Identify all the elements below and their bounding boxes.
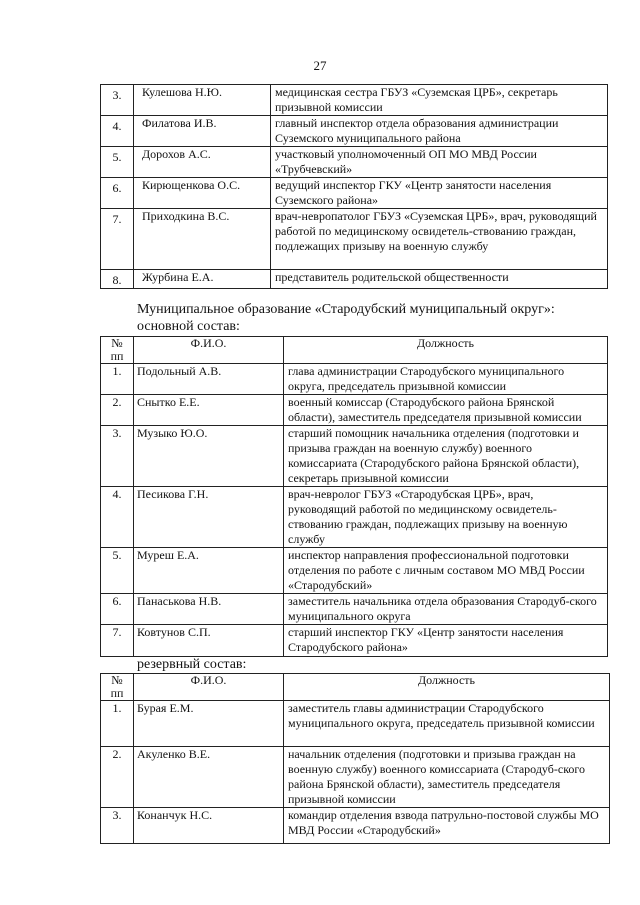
section-heading-reserve: резервный состав: xyxy=(137,657,247,672)
table-header-row xyxy=(101,337,608,364)
row-name: Музыко Ю.О. xyxy=(134,426,284,487)
row-position: глава администрации Стародубского муниципального округа, председатель призывной комиссии xyxy=(284,364,608,395)
committee-table-suzemka xyxy=(100,84,608,289)
row-position: представитель родительской общественности xyxy=(271,270,608,289)
table-row xyxy=(101,426,608,487)
row-position: заместитель главы администрации Стародубского муниципального округа, председатель призывной комиссии xyxy=(284,701,610,747)
row-name: Дорохов А.С. xyxy=(134,147,271,178)
table-row xyxy=(101,747,610,808)
row-name: Муреш Е.А. xyxy=(134,548,284,594)
row-number: 4. xyxy=(101,116,134,147)
row-position: инспектор направления профессиональной подготовки отделения по работе с личным составом МО МВД России «Стародубский» xyxy=(284,548,608,594)
row-number: 2. xyxy=(101,395,134,426)
section-subheading: основной состав: xyxy=(137,319,240,334)
row-position: командир отделения взвода патрульно-постовой службы МО МВД России «Стародубский» xyxy=(284,808,610,844)
page-number: 27 xyxy=(313,58,327,73)
row-number: 2. xyxy=(101,747,134,808)
row-name: Снытко Е.Е. xyxy=(134,395,284,426)
table-row xyxy=(101,701,610,747)
row-number: 7. xyxy=(101,209,134,270)
row-name: Филатова И.В. xyxy=(134,116,271,147)
committee-table-starodub-reserve xyxy=(100,673,610,844)
column-header-name: Ф.И.О. xyxy=(134,337,284,364)
row-position: военный комиссар (Стародубского района Брянской области), заместитель председателя призывной комиссии xyxy=(284,395,608,426)
row-number: 6. xyxy=(101,178,134,209)
row-position: заместитель начальника отдела образования Стародуб-ского муниципального округа xyxy=(284,594,608,625)
row-name: Песикова Г.Н. xyxy=(134,487,284,548)
table-row xyxy=(101,364,608,395)
row-position: медицинская сестра ГБУЗ «Суземская ЦРБ», секретарь призывной комиссии xyxy=(271,85,608,116)
table-row xyxy=(101,808,610,844)
row-position: врач-невропатолог ГБУЗ «Суземская ЦРБ», врач, руководящий работой по медицинскому освидетель-ствованию граждан, подлежащих призыву на военную службу xyxy=(271,209,608,270)
row-position: главный инспектор отдела образования администрации Суземского муниципального района xyxy=(271,116,608,147)
row-position: врач-невролог ГБУЗ «Стародубская ЦРБ», врач, руководящий работой по медицинскому освидетель-ствованию граждан, подлежащих призыву на военную службу xyxy=(284,487,608,548)
row-number: 4. xyxy=(101,487,134,548)
column-header-num: № пп xyxy=(101,674,134,701)
table-row xyxy=(101,147,608,178)
row-number: 5. xyxy=(101,147,134,178)
row-number: 5. xyxy=(101,548,134,594)
row-number: 7. xyxy=(101,625,134,657)
table-row xyxy=(101,178,608,209)
row-number: 8. xyxy=(101,270,134,289)
table-row xyxy=(101,270,608,289)
row-number: 3. xyxy=(101,808,134,844)
row-number: 1. xyxy=(101,364,134,395)
committee-table-starodub-main xyxy=(100,336,608,657)
table-row xyxy=(101,548,608,594)
table-row xyxy=(101,594,608,625)
row-position: старший помощник начальника отделения (подготовки и призыва граждан на военную службу) военного комиссариата (Стародубского района Брянской области), секретарь призывной комиссии xyxy=(284,426,608,487)
table-row xyxy=(101,85,608,116)
row-name: Конанчук Н.С. xyxy=(134,808,284,844)
column-header-position: Должность xyxy=(284,337,608,364)
column-header-num: № пп xyxy=(101,337,134,364)
row-number: 1. xyxy=(101,701,134,747)
column-header-name: Ф.И.О. xyxy=(134,674,284,701)
table-header-row xyxy=(101,674,610,701)
row-position: старший инспектор ГКУ «Центр занятости населения Стародубского района» xyxy=(284,625,608,657)
section-heading: Муниципальное образование «Стародубский муниципальный округ»: xyxy=(137,302,555,317)
row-name: Подольный А.В. xyxy=(134,364,284,395)
row-name: Акуленко В.Е. xyxy=(134,747,284,808)
row-name: Журбина Е.А. xyxy=(134,270,271,289)
row-name: Кирющенкова О.С. xyxy=(134,178,271,209)
column-header-position: Должность xyxy=(284,674,610,701)
row-number: 3. xyxy=(101,426,134,487)
table-row xyxy=(101,395,608,426)
row-name: Кулешова Н.Ю. xyxy=(134,85,271,116)
row-position: начальник отделения (подготовки и призыва граждан на военную службу) военного комиссариата (Стародуб-ского района Брянской области), заместитель председателя призывной комиссии xyxy=(284,747,610,808)
row-position: участковый уполномоченный ОП МО МВД России «Трубчевский» xyxy=(271,147,608,178)
row-name: Ковтунов С.П. xyxy=(134,625,284,657)
row-position: ведущий инспектор ГКУ «Центр занятости населения Суземского района» xyxy=(271,178,608,209)
table-row xyxy=(101,487,608,548)
row-name: Бурая Е.М. xyxy=(134,701,284,747)
table-row xyxy=(101,209,608,270)
row-number: 6. xyxy=(101,594,134,625)
row-name: Панаськова Н.В. xyxy=(134,594,284,625)
row-number: 3. xyxy=(101,85,134,116)
row-name: Приходкина В.С. xyxy=(134,209,271,270)
table-row xyxy=(101,116,608,147)
table-row xyxy=(101,625,608,657)
